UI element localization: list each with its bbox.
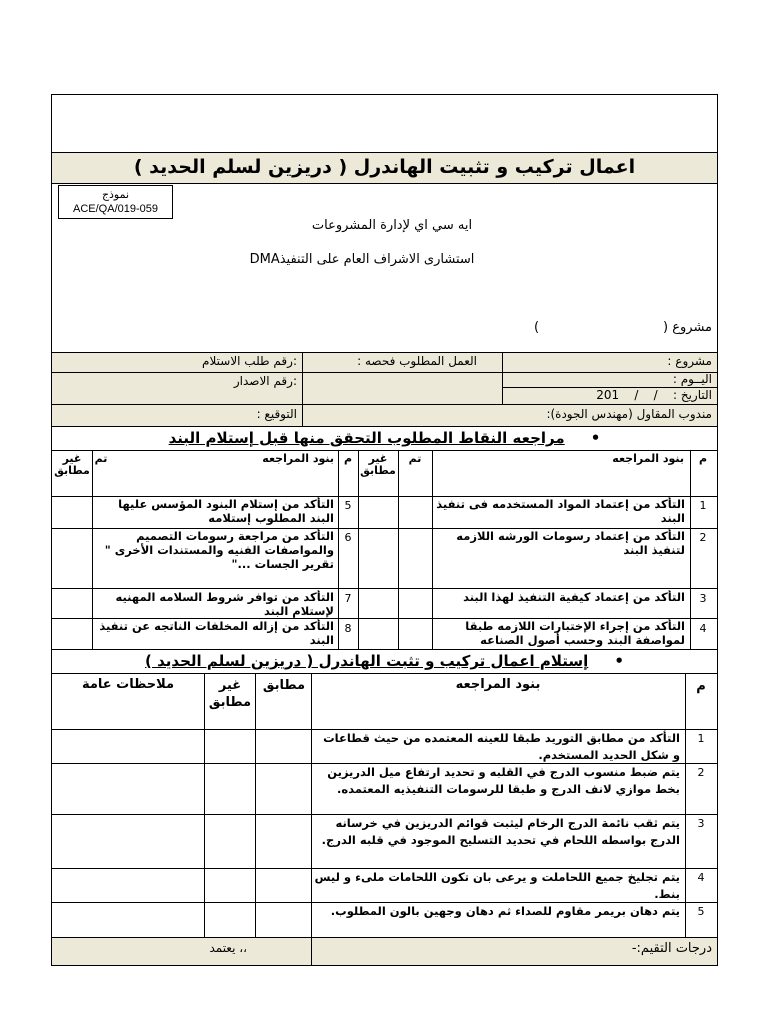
section2-title: إستلام اعمال تركيب و تثبت الهاندرل ( دريزين لسلم الحديد ) bbox=[145, 652, 589, 670]
s2-row-5-num: 5 bbox=[697, 905, 705, 918]
s2-row-4-text: يتم تجليخ جميع اللحاملت و يرعى بان تكون اللحامات ملىء و ليس بنط. bbox=[314, 870, 680, 901]
s1-col-items-right: بنود المراجعه bbox=[612, 452, 684, 465]
s1-col-done-left: تم bbox=[94, 452, 108, 465]
page-title: اعمال تركيب و تثبيت الهاندرل ( دريزين لسلم الحديد ) bbox=[133, 156, 636, 178]
form-code-label: نموذج bbox=[101, 188, 130, 201]
section1-title: مراجعه النقاط المطلوب التحقق منها قبل إستلام البند bbox=[168, 429, 565, 447]
s1-row-3-num: 3 bbox=[699, 592, 707, 605]
s2-col-m: م bbox=[696, 679, 706, 694]
s2-row-4-num: 4 bbox=[697, 871, 705, 884]
s1-row-1-num: 1 bbox=[699, 499, 707, 512]
s2-col-items: بنود المراجعه bbox=[455, 677, 541, 692]
day-label: اليــوم : bbox=[672, 372, 712, 386]
company-name: ايه سي اي لإدارة المشروعات bbox=[311, 218, 473, 233]
s1-row-8-num: 8 bbox=[344, 622, 352, 635]
s2-row-1-num: 1 bbox=[697, 732, 705, 745]
s2-col-match: مطابق bbox=[262, 678, 306, 693]
date-label: التاريخ : / / 201 bbox=[596, 388, 712, 402]
s2-row-1-text: التأكد من مطابق التوريد طبقا للعينه المعتمده من حيث قطاعات و شكل الحديد المستخدم. bbox=[323, 731, 680, 762]
s1-row-2-text: التأكد من إعتماد رسومات الورشه اللازمه لتنفيذ البند bbox=[456, 529, 685, 557]
s1-row-4-num: 4 bbox=[699, 622, 707, 635]
section1-heading bbox=[52, 427, 717, 449]
issue-no-label: :رقم الاصدار bbox=[233, 374, 297, 388]
s1-row-2-num: 2 bbox=[699, 531, 707, 544]
s1-col-m-left: م bbox=[343, 452, 353, 465]
s1-col-notmatch-left: غير مطابق bbox=[54, 452, 90, 477]
project-line: مشروع ( ) bbox=[533, 320, 712, 335]
s1-col-m-right: م bbox=[698, 452, 708, 465]
approved-label: ،، يعتمد bbox=[209, 941, 247, 955]
s2-row-2-num: 2 bbox=[697, 766, 705, 779]
request-no-label: :رقم طلب الاستلام bbox=[202, 354, 297, 368]
s1-row-6-num: 6 bbox=[344, 531, 352, 544]
s1-row-5-text: التأكد من إستلام البنود المؤسس عليها البند المطلوب إستلامه bbox=[118, 497, 334, 525]
project-field-label: مشروع : bbox=[667, 354, 712, 368]
contractor-rep-label: مندوب المقاول (مهندس الجودة): bbox=[546, 407, 712, 421]
s2-row-2-text: يتم ضبط منسوب الدرج في القلبه و تحديد ارتفاع ميل الدريزين بخط موازي لانف الدرج و طبقا للرسومات التنفيذيه المعتمده. bbox=[327, 765, 680, 796]
s1-row-7-text: التأكد من توافر شروط السلامه المهنيه لإستلام البند bbox=[115, 590, 334, 618]
grading-label: درجات التقيم:- bbox=[631, 941, 712, 956]
s1-row-8-text: التأكد من إزاله المخلفات الناتجه عن تنفيذ البند bbox=[99, 619, 334, 647]
s2-row-3-num: 3 bbox=[697, 817, 705, 830]
s1-row-4-text: التأكد من إجراء الإختبارات اللازمه طبقا لمواصفة البند وحسب أصول الصناعه bbox=[465, 619, 685, 647]
section2-heading bbox=[52, 650, 717, 672]
consultant-name: استشارى الاشراف العام على التنفيذDMA bbox=[249, 252, 475, 267]
form-code: ACE/QA/019-059 bbox=[73, 203, 158, 215]
signature-label: التوقيع : bbox=[256, 407, 297, 421]
section2-bullet: • bbox=[614, 652, 624, 670]
s1-row-7-num: 7 bbox=[344, 592, 352, 605]
s1-row-6-text: التأكد من مراجعة رسومات التصميم والمواصفات الفنيه والمستندات الأخرى " تقرير الجسات ..." bbox=[104, 529, 334, 571]
s2-row-5-text: يتم دهان بريمر مقاوم للصداء ثم دهان وجهين بالون المطلوب. bbox=[330, 904, 680, 918]
work-required-label: العمل المطلوب فحصه : bbox=[357, 354, 477, 368]
s1-row-5-num: 5 bbox=[344, 499, 352, 512]
s1-row-1-text: التأكد من إعتماد المواد المستخدمه فى تنفيذ البند bbox=[436, 497, 685, 525]
s2-col-notmatch: غير مطابق bbox=[208, 678, 252, 710]
s2-row-3-text: يتم ثقب نائمة الدرج الرخام ليثبت قوائم الدريزين في خرسانه الدرج بواسطه اللحام في تحديد التسليح الموجود في قلبه الدرج. bbox=[321, 816, 680, 847]
s1-col-notmatch-right: غير مطابق bbox=[360, 452, 396, 477]
s1-col-items-left: بنود المراجعه bbox=[262, 452, 334, 465]
s1-row-3-text: التأكد من إعتماد كيفية التنفيذ لهذا البند bbox=[463, 590, 685, 604]
section1-bullet: • bbox=[590, 429, 601, 447]
form-frame bbox=[51, 94, 718, 966]
s2-col-notes: ملاحظات عامة bbox=[81, 677, 175, 692]
s1-col-done-right: تم bbox=[408, 452, 422, 465]
form-code-box bbox=[58, 185, 173, 219]
